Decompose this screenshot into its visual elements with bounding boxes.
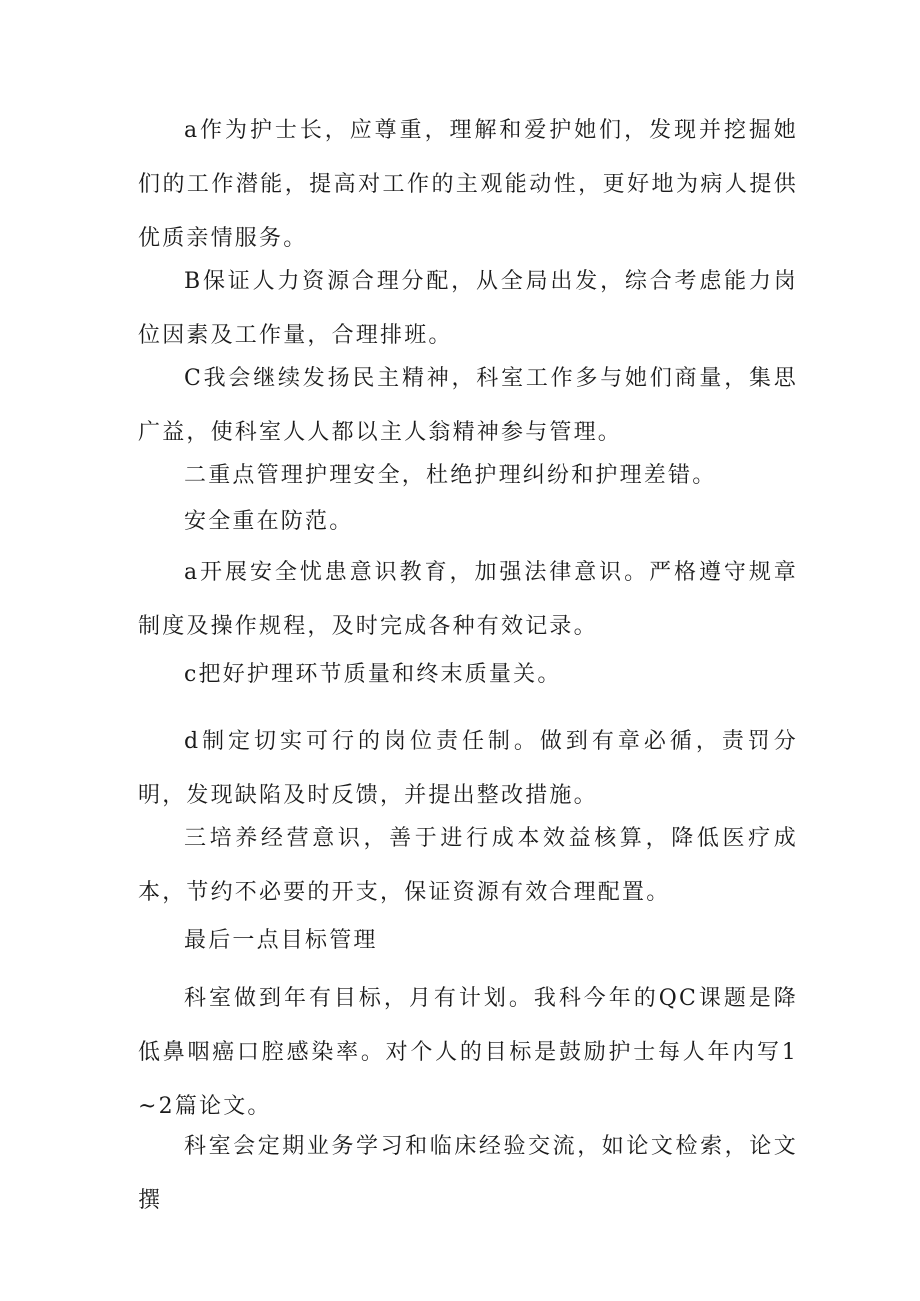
paragraph-democratic-spirit: C我会继续发扬民主精神，科室工作多与她们商量，集思广益，使科室人人都以主人翁精神参与管理。 xyxy=(138,366,798,445)
paragraph-regular-study: 科室会定期业务学习和临床经验交流，如论文检索，论文撰 xyxy=(138,1134,798,1213)
paragraph-quality-control: c把好护理环节质量和终末质量关。 xyxy=(184,662,562,687)
paragraph-head-nurse-respect: a作为护士长，应尊重，理解和爱护她们，发现并挖掘她们的工作潜能，提高对工作的主观能动性，更好地为病人提供优质亲情服务。 xyxy=(138,118,798,251)
paragraph-safety-management: 二重点管理护理安全，杜绝护理纠纷和护理差错。 xyxy=(184,463,717,488)
paragraph-cost-awareness: 三培养经营意识，善于进行成本效益核算，降低医疗成本，节约不必要的开支，保证资源有效合理配置。 xyxy=(138,826,798,905)
paragraph-responsibility-system: d制定切实可行的岗位责任制。做到有章必循，责罚分明，发现缺陷及时反馈，并提出整改措施。 xyxy=(138,729,798,808)
paragraph-staff-allocation: B保证人力资源合理分配，从全局出发，综合考虑能力岗位因素及工作量，合理排班。 xyxy=(138,269,798,348)
paragraph-prevention: 安全重在防范。 xyxy=(184,509,354,534)
paragraph-annual-goals: 科室做到年有目标，月有计划。我科今年的QC课题是降低鼻咽癌口腔感染率。对个人的目标是鼓励护士每人年内写1~2篇论文。 xyxy=(138,986,798,1119)
paragraph-safety-education: a开展安全忧患意识教育，加强法律意识。严格遵守规章制度及操作规程，及时完成各种有效记录。 xyxy=(138,560,798,639)
paragraph-goal-management-heading: 最后一点目标管理 xyxy=(184,928,378,953)
